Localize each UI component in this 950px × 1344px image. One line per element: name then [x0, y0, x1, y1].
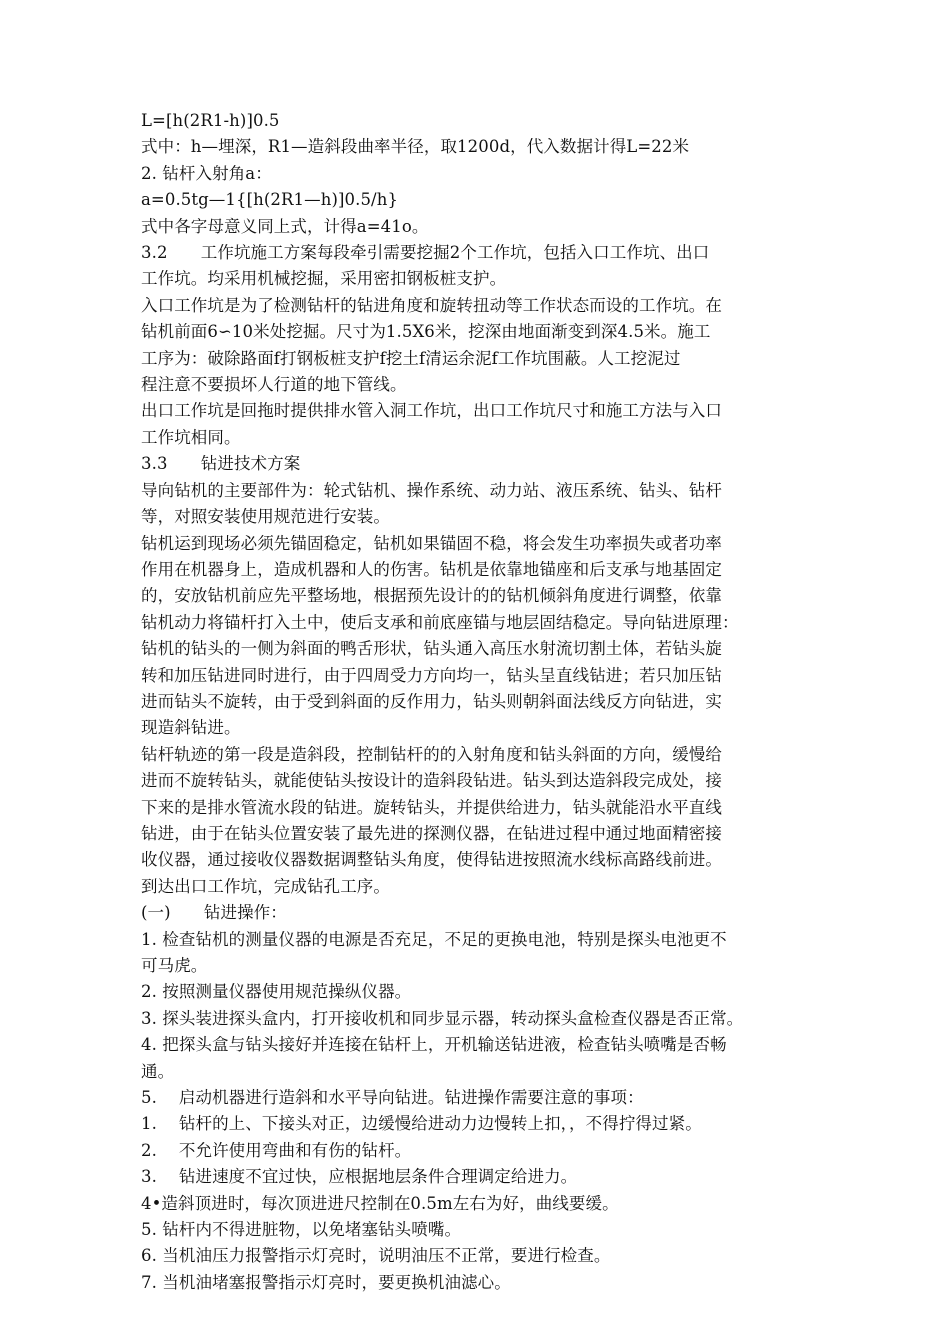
text-line: 下来的是排水管流水段的钻进。旋转钻头，并提供给进力，钻头就能沿水平直线 — [141, 797, 722, 817]
text-line: 到达出口工作坑，完成钻孔工序。 — [141, 876, 390, 896]
text-line: 作用在机器身上，造成机器和人的伤害。钻机是依靠地锚座和后支承与地基固定 — [141, 559, 722, 579]
text-line: 3.2 工作坑施工方案每段牵引需要挖掘2个工作坑，包括入口工作坑、出口 — [141, 243, 710, 263]
text-line: 进而钻头不旋转，由于受到斜面的反作用力，钻头则朝斜面法线反方向钻进，实 — [141, 691, 722, 711]
text-line: 2. 钻杆入射角a： — [141, 163, 272, 183]
text-line: 现造斜钻进。 — [141, 718, 241, 738]
text-line: 钻机前面6∽10米处挖掘。尺寸为1.5X6米，挖深由地面渐变到深4.5米。施工 — [141, 322, 711, 342]
text-line: 入口工作坑是为了检测钻杆的钻进角度和旋转扭动等工作状态而设的工作坑。在 — [141, 295, 722, 315]
text-line: 式中：h—埋深，R1—造斜段曲率半径，取1200d，代入数据计得L=22米 — [141, 137, 690, 157]
text-line: a=0.5tg—1{[h(2R1—h)]0.5/h} — [141, 190, 399, 210]
document-page — [141, 108, 831, 1296]
text-line: 程注意不要损坏人行道的地下管线。 — [141, 375, 407, 395]
text-line: 1. 钻杆的上、下接头对正，边缓慢给进动力边慢转上扣，，不得拧得过紧。 — [141, 1114, 702, 1134]
text-line: 收仪器，通过接收仪器数据调整钻头角度，使得钻进按照流水线标高路线前进。 — [141, 850, 722, 870]
text-line: 5. 启动机器进行造斜和水平导向钻进。钻进操作需要注意的事项： — [141, 1088, 644, 1108]
text-line: 3. 钻进速度不宜过快，应根据地层条件合理调定给进力。 — [141, 1167, 578, 1187]
text-line: 钻机的钻头的一侧为斜面的鸭舌形状，钻头通入高压水射流切割土体，若钻头旋 — [141, 639, 722, 659]
text-line: 1. 检查钻机的测量仪器的电源是否充足，不足的更换电池，特别是探头电池更不 — [141, 929, 727, 949]
text-line: 2. 按照测量仪器使用规范操纵仪器。 — [141, 982, 412, 1002]
text-line: 2. 不允许使用弯曲和有伤的钻杆。 — [141, 1140, 412, 1160]
text-line: 工序为：破除路面f打钢板桩支护f挖土f清运余泥f工作坑围蔽。人工挖泥过 — [141, 348, 681, 368]
text-line: 4. 把探头盒与钻头接好并连接在钻杆上，开机输送钻进液，检查钻头喷嘴是否畅 — [141, 1035, 727, 1055]
text-line: 5. 钻杆内不得进脏物，以免堵塞钻头喷嘴。 — [141, 1220, 462, 1240]
text-line: 进而不旋转钻头，就能使钻头按设计的造斜段钻进。钻头到达造斜段完成处，接 — [141, 771, 722, 791]
text-line: 钻机动力将锚杆打入土中，使后支承和前底座锚与地层固结稳定。导向钻进原理： — [141, 612, 739, 632]
text-line: L=[h(2R1-h)]0.5 — [141, 111, 280, 130]
text-line: 导向钻机的主要部件为：轮式钻机、操作系统、动力站、液压系统、钻头、钻杆 — [141, 480, 722, 500]
text-line: 出口工作坑是回拖时提供排水管入洞工作坑，出口工作坑尺寸和施工方法与入口 — [141, 401, 722, 421]
text-line: 转和加压钻进同时进行，由于四周受力方向均一，钻头呈直线钻进；若只加压钻 — [141, 665, 722, 685]
text-line: 7. 当机油堵塞报警指示灯亮时，要更换机油滤心。 — [141, 1272, 511, 1292]
text-line: 的，安放钻机前应先平整场地，根据预先设计的的钻机倾斜角度进行调整，依靠 — [141, 586, 722, 606]
text-line: 6. 当机油压力报警指示灯亮时，说明油压不正常，要进行检查。 — [141, 1246, 611, 1266]
text-line: 3. 探头装进探头盒内，打开接收机和同步显示器，转动探头盒检查仪器是否正常。 — [141, 1008, 744, 1028]
text-line: 式中各字母意义同上式，计得a=41o。 — [141, 216, 429, 236]
text-line: 通。 — [141, 1061, 175, 1081]
text-line: 钻机运到现场必须先锚固稳定，钻机如果锚固不稳，将会发生功率损失或者功率 — [141, 533, 722, 553]
text-line: 工作坑相同。 — [141, 427, 241, 447]
text-line: 3.3 钻进技术方案 — [141, 454, 301, 474]
text-line: 钻杆轨迹的第一段是造斜段，控制钻杆的的入射角度和钻头斜面的方向，缓慢给 — [141, 744, 722, 764]
text-line: 钻进，由于在钻头位置安装了最先进的探测仪器，在钻进过程中通过地面精密接 — [141, 823, 722, 843]
text-line: 等，对照安装使用规范进行安装。 — [141, 507, 390, 527]
text-line: 4•造斜顶进时，每次顶进进尺控制在0.5m左右为好，曲线要缓。 — [141, 1193, 619, 1213]
text-line: (一) 钻进操作： — [141, 903, 287, 923]
text-line: 工作坑。均采用机械挖掘，采用密扣钢板桩支护。 — [141, 269, 507, 289]
text-line: 可马虎。 — [141, 956, 208, 975]
